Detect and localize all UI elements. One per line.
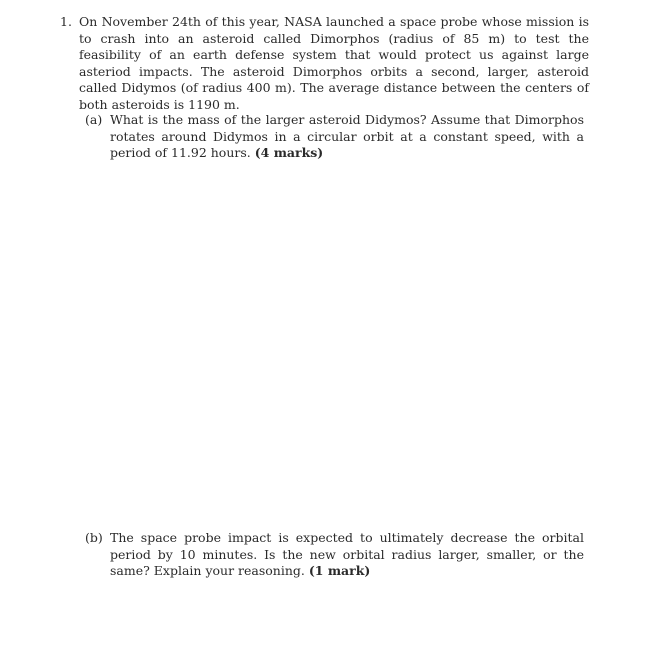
part-a-marks: (4 marks) <box>254 145 324 160</box>
part-b-label: (b) <box>85 530 103 545</box>
question-number: 1. <box>60 14 72 29</box>
question-stem: On November 24th of this year, NASA launched a space probe whose mission is to crash into an asteroid called Dimorphos (radius of 85 m) to test the feasibility of an earth defense system that would protect us against large asteriod impacts. The asteroid Dimorphos orbits a second, larger, asteroid called Didymos (of radius 400 m). The average distance between the centers of both asteroids is 1190 m. <box>79 14 589 112</box>
part-b-marks: (1 mark) <box>308 563 371 578</box>
part-b-text: The space probe impact is expected to ultimately decrease the orbital period by 10 minutes. Is the new orbital radius larger, smaller, or the same? Explain your reasoning. <box>110 530 584 578</box>
part-a-text-block <box>110 112 584 162</box>
part-a-text: What is the mass of the larger asteroid Didymos? Assume that Dimorphos rotates around Didymos in a circular orbit at a constant speed, with a period of 11.92 hours. <box>110 112 584 160</box>
part-b-text-block <box>110 530 584 580</box>
part-a-label: (a) <box>85 112 103 127</box>
